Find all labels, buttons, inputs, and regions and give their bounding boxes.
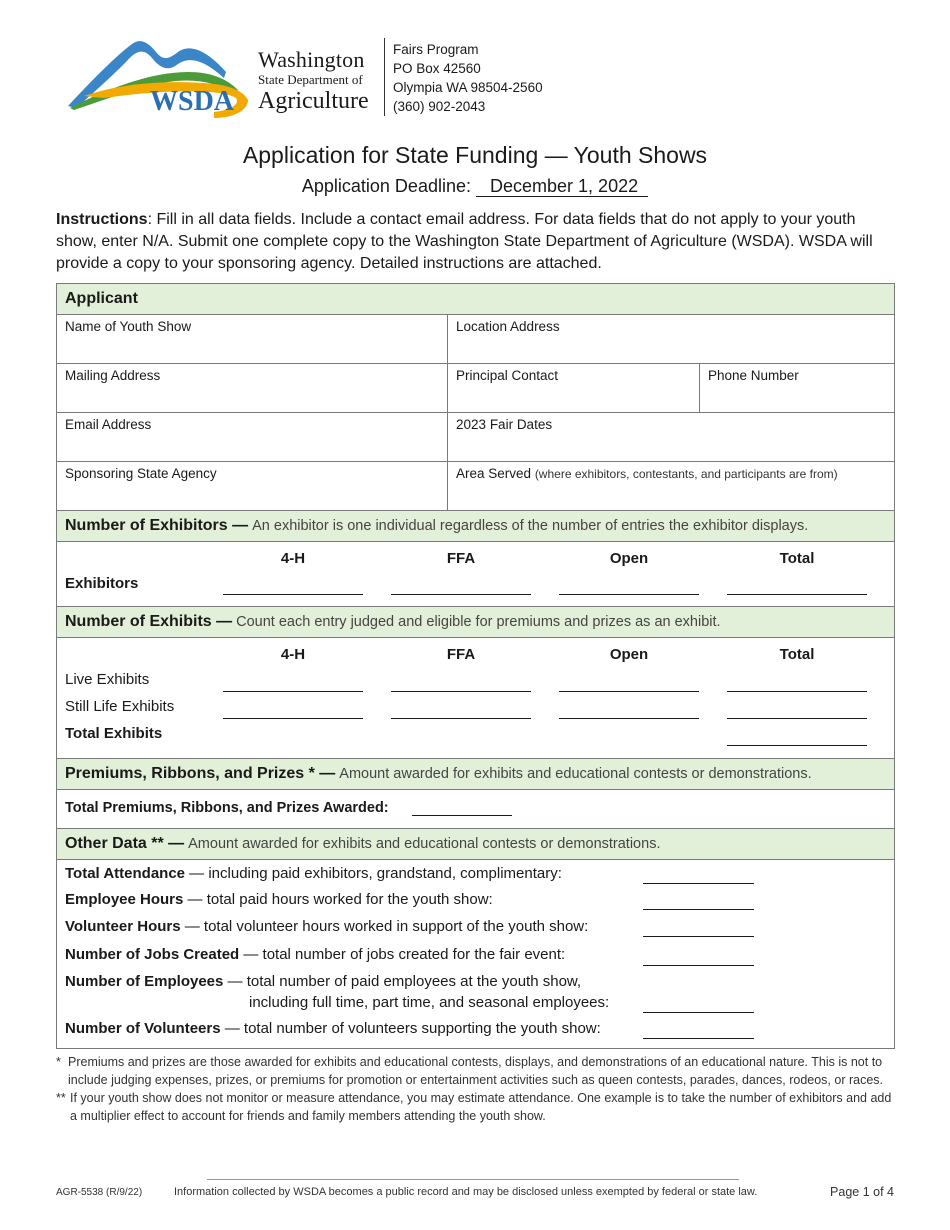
area-served-note: (where exhibitors, contestants, and participants are from) [534, 467, 838, 481]
exhibitors-ffa-input[interactable] [391, 594, 531, 595]
exhibitors-heading: Number of Exhibitors — [65, 517, 249, 534]
sponsoring-state-agency-field[interactable] [57, 462, 447, 510]
exhibits-col-total: Total [779, 646, 815, 663]
other-data-header [57, 829, 894, 860]
other-data-heading: Other Data ** — [65, 835, 185, 852]
live-exhibits-label: Live Exhibits [65, 671, 150, 688]
total-attendance-label: Total Attendance — including paid exhibitors, grandstand, complimentary: [65, 865, 562, 882]
page-number: Page 1 of 4 [830, 1185, 894, 1199]
mailing-address-field[interactable] [57, 364, 447, 412]
live-exhibits-4h-input[interactable] [223, 691, 363, 692]
live-exhibits-open-input[interactable] [559, 691, 699, 692]
deadline-label: Application Deadline: [301, 176, 471, 196]
instructions [56, 209, 896, 275]
exhibitors-open-input[interactable] [559, 594, 699, 595]
exhibits-col-open: Open [609, 646, 649, 663]
exhibitors-note: An exhibitor is one individual regardless of the number of entries the exhibitor displays. [252, 518, 809, 534]
employee-hours-input[interactable] [643, 909, 754, 910]
agency-wordmark [258, 48, 380, 114]
exhibitors-col-total: Total [779, 550, 815, 567]
volunteer-hours-label: Volunteer Hours — total volunteer hours worked in support of the youth show: [65, 918, 589, 935]
wordmark-line3: Agriculture [258, 88, 369, 114]
exhibits-note: Count each entry judged and eligible for premiums and prizes as an exhibit. [236, 614, 721, 630]
location-address-field[interactable] [447, 315, 894, 363]
total-premiums-label: Total Premiums, Ribbons, and Prizes Awarded: [65, 800, 389, 816]
instructions-text: : Fill in all data fields. Include a contact email address. For data fields that do not apply to your youth show, enter N/A. Submit one complete copy to the Washington State Department of Agriculture (WSDA). WSDA will provide a copy to your sponsoring agency. Detailed instructions are attached. [56, 211, 873, 272]
other-data-block [57, 860, 894, 1048]
instructions-label: Instructions [56, 211, 148, 228]
jobs-created-label: Number of Jobs Created — total number of jobs created for the fair event: [65, 946, 566, 963]
fair-dates-year: 2023 [456, 417, 487, 432]
still-life-4h-input[interactable] [223, 718, 363, 719]
sponsoring-state-agency-label: Sponsoring State Agency [65, 466, 217, 481]
applicant-heading: Applicant [65, 290, 138, 307]
application-form [56, 283, 895, 1049]
premiums-header [57, 759, 894, 790]
total-exhibits-input[interactable] [727, 745, 867, 746]
exhibitors-4h-input[interactable] [223, 594, 363, 595]
contact-box: PO Box 42560 [393, 61, 481, 76]
number-of-employees-label: Number of Employees — total number of paid employees at the youth show, [65, 973, 582, 990]
total-attendance-input[interactable] [643, 883, 754, 884]
applicant-row-2 [57, 364, 894, 413]
premiums-note: Amount awarded for exhibits and educational contests or demonstrations. [339, 766, 812, 782]
premiums-heading: Premiums, Ribbons, and Prizes * — [65, 765, 336, 782]
location-address-label: Location Address [456, 319, 560, 334]
applicant-row-1 [57, 315, 894, 364]
live-exhibits-total-input[interactable] [727, 691, 867, 692]
exhibits-grid [57, 638, 894, 759]
volunteer-hours-input[interactable] [643, 936, 754, 937]
public-record-disclaimer: Information collected by WSDA becomes a public record and may be disclosed unless exempted by federal or state law. [174, 1186, 758, 1198]
employee-hours-label: Employee Hours — total paid hours worked for the youth show: [65, 891, 493, 908]
still-life-total-input[interactable] [727, 718, 867, 719]
email-address-label: Email Address [65, 417, 152, 432]
footnote-star-mark: * [56, 1055, 61, 1069]
applicant-header [57, 284, 894, 315]
number-of-employees-label-2: including full time, part time, and seasonal employees: [249, 994, 610, 1011]
footnote-double-star-mark: ** [56, 1091, 66, 1105]
page-title: Application for State Funding — Youth Shows [242, 142, 708, 168]
footnote-double-star [56, 1089, 896, 1125]
name-of-youth-show-label: Name of Youth Show [65, 319, 192, 334]
phone-number-field[interactable] [699, 364, 894, 412]
contact-city: Olympia WA 98504-2560 [393, 80, 543, 95]
contact-program: Fairs Program [393, 42, 479, 57]
number-of-employees-input[interactable] [643, 1012, 754, 1013]
still-life-ffa-input[interactable] [391, 718, 531, 719]
deadline [0, 176, 950, 197]
applicant-row-4 [57, 462, 894, 511]
phone-number-label: Phone Number [708, 368, 799, 383]
number-of-volunteers-label: Number of Volunteers — total number of volunteers supporting the youth show: [65, 1020, 601, 1037]
footnote-star [56, 1053, 896, 1089]
contact-block [393, 40, 543, 116]
total-exhibits-label: Total Exhibits [65, 725, 163, 742]
other-data-note: Amount awarded for exhibits and educational contests or demonstrations. [188, 836, 661, 852]
contact-phone: (360) 902-2043 [393, 99, 486, 114]
fair-dates-field[interactable] [447, 413, 894, 461]
footnote-double-star-text: If your youth show does not monitor or measure attendance, you may estimate attendance. One example is to take the number of exhibitors and add a multiplier effect to account for friends and family members attending the youth show. [70, 1091, 892, 1123]
live-exhibits-ffa-input[interactable] [391, 691, 531, 692]
exhibitors-col-open: Open [609, 550, 649, 567]
email-address-field[interactable] [57, 413, 447, 461]
footer-rule [207, 1179, 739, 1180]
header-divider [384, 38, 385, 116]
exhibits-col-4h: 4-H [280, 646, 306, 663]
exhibitors-row-label: Exhibitors [65, 575, 139, 592]
still-life-exhibits-label: Still Life Exhibits [65, 698, 175, 715]
applicant-row-3 [57, 413, 894, 462]
exhibitors-header [57, 511, 894, 542]
wsda-logo [64, 38, 254, 120]
exhibits-col-ffa: FFA [446, 646, 476, 663]
still-life-open-input[interactable] [559, 718, 699, 719]
number-of-volunteers-input[interactable] [643, 1038, 754, 1039]
jobs-created-input[interactable] [643, 965, 754, 966]
area-served-field[interactable] [447, 462, 894, 510]
wordmark-line1: Washington [258, 47, 365, 72]
principal-contact-field[interactable] [447, 364, 699, 412]
area-served-label: Area Served [456, 466, 532, 481]
exhibits-header [57, 607, 894, 638]
exhibitors-col-4h: 4-H [280, 550, 306, 567]
principal-contact-label: Principal Contact [456, 368, 559, 383]
form-number: AGR-5538 (R/9/22) [56, 1187, 143, 1198]
exhibitors-grid [57, 542, 894, 607]
mailing-address-label: Mailing Address [65, 368, 161, 383]
wordmark-line2: State Department of [258, 72, 363, 87]
footnotes [56, 1053, 896, 1125]
deadline-value: December 1, 2022 [476, 176, 648, 197]
total-premiums-input[interactable] [412, 815, 512, 816]
exhibitors-total-input[interactable] [727, 594, 867, 595]
fair-dates-label: Fair Dates [489, 417, 553, 432]
name-of-youth-show-field[interactable] [57, 315, 447, 363]
footnote-star-text: Premiums and prizes are those awarded for exhibits and educational contests, displays, and demonstrations of an educational nature. This is not to include judging expenses, prizes, or premiums for promotion or entertainment activities such as queen contests, parades, dances, rodeos, or races. [68, 1055, 884, 1087]
premiums-block [57, 790, 894, 829]
exhibitors-col-ffa: FFA [446, 550, 476, 567]
logo-wsda-text: WSDA [150, 86, 235, 117]
exhibits-heading: Number of Exhibits — [65, 613, 233, 630]
